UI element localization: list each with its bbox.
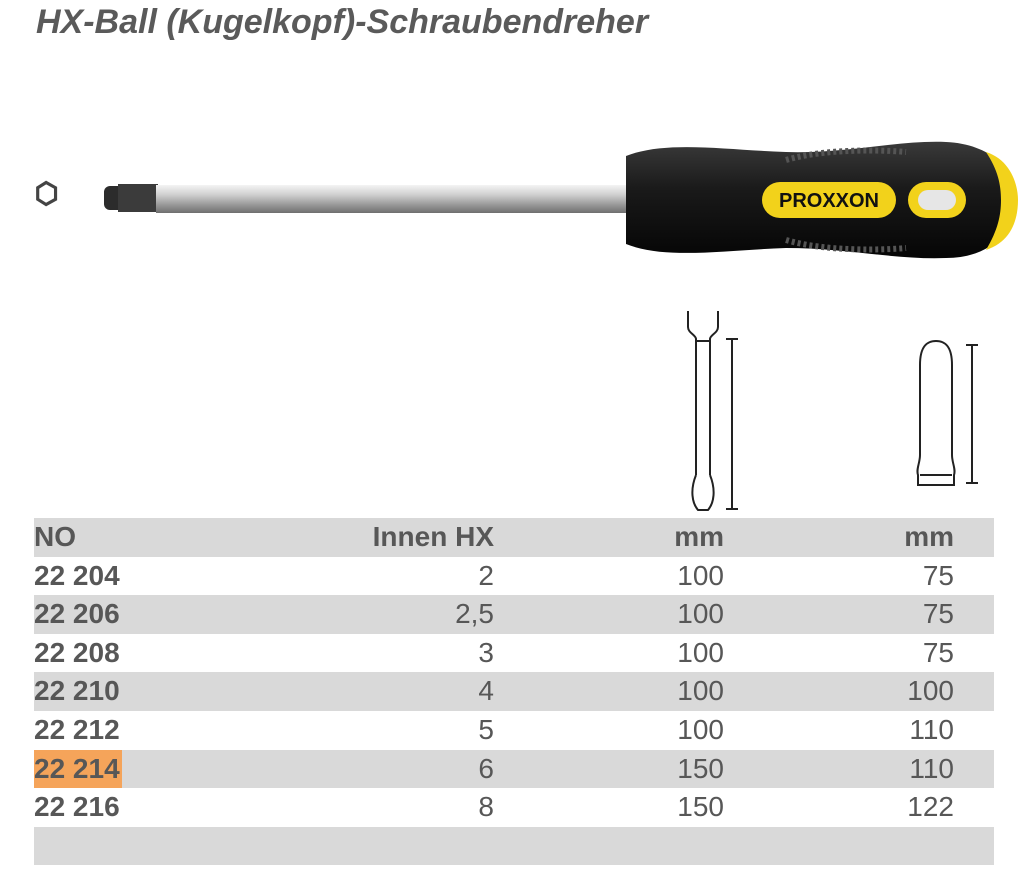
row-length: 150 [677, 791, 724, 823]
row-length: 150 [677, 752, 724, 784]
row-handle: 75 [922, 559, 954, 591]
row-length: 100 [677, 636, 724, 668]
table-row [34, 750, 994, 789]
brand-logo: PROXXON [778, 190, 880, 212]
row-no: 22 212 [34, 713, 120, 745]
page-title: HX-Ball (Kugelkopf)-Schraubendreher [36, 3, 649, 41]
row-length: 100 [677, 598, 724, 630]
row-hx: 8 [478, 791, 494, 823]
header-length: mm [674, 521, 724, 552]
hex-profile-icon [38, 183, 56, 205]
blade-length-diagram [680, 305, 750, 515]
table-footer-row [34, 827, 994, 866]
table-row [34, 557, 994, 596]
row-no-highlighted: 22 214 [34, 750, 122, 789]
row-hx: 4 [478, 675, 494, 707]
table-header-row [34, 518, 994, 557]
row-length: 100 [677, 675, 724, 707]
row-handle: 122 [907, 791, 954, 823]
row-no: 22 216 [34, 791, 120, 823]
header-hx: Innen HX [372, 521, 494, 552]
screwdriver-image [26, 130, 1020, 270]
row-hx: 5 [478, 713, 494, 745]
table-row [34, 595, 994, 634]
table-row [34, 634, 994, 673]
row-hx: 3 [478, 636, 494, 668]
row-handle: 110 [909, 752, 954, 784]
table-row [34, 711, 994, 750]
row-handle: 75 [922, 598, 954, 630]
table-row [34, 788, 994, 827]
handle-length-diagram [910, 335, 985, 495]
header-handle: mm [904, 521, 954, 552]
row-no: 22 208 [34, 636, 120, 668]
product-table [34, 518, 994, 865]
row-hx: 2 [478, 559, 494, 591]
row-no: 22 204 [34, 559, 120, 591]
row-no: 22 206 [34, 598, 120, 630]
row-handle: 110 [909, 713, 954, 745]
row-hx: 2,5 [455, 598, 494, 630]
header-no: NO [34, 521, 76, 552]
row-length: 100 [677, 559, 724, 591]
row-no: 22 210 [34, 675, 120, 707]
row-length: 100 [677, 713, 724, 745]
row-hx: 6 [478, 752, 494, 784]
table-row [34, 672, 994, 711]
row-handle: 75 [922, 636, 954, 668]
row-handle: 100 [907, 675, 954, 707]
